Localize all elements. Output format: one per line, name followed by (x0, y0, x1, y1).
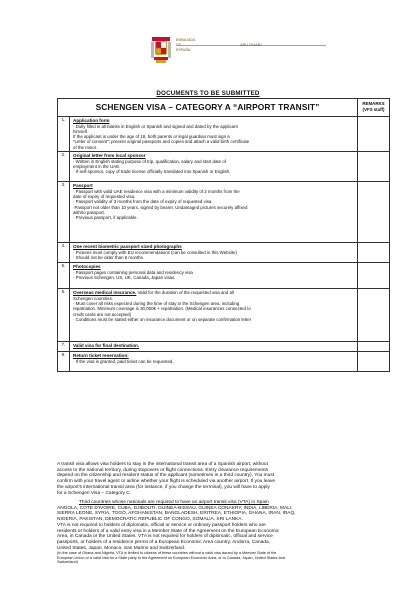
table-row (58, 263, 390, 289)
requirement-line: · Dully filled in all blanks in English or Spanish and signed and dated by the applicant (73, 123, 238, 129)
requirement-title: Valid visa for final destination. (73, 343, 140, 349)
transit-visa-explanation (57, 462, 389, 496)
remarks-cell (358, 117, 390, 152)
requirement-line: · Pictures must comply with EU recommendations (can be consulted in this Website) (73, 249, 237, 255)
table-row (58, 117, 390, 152)
requirement-title: Overseas medical insurance. (73, 290, 137, 296)
paragraph-line: ANGOLA, COTE D'IVOIRE, CUBA, DJIBOUTI, GUINEA-BISSAU, GUINEA CONAKRY, INDIA, LIBERIA, MALI, (57, 505, 293, 511)
paragraph-line: United States, Japan, Monaco, San Marino and Switzerland. (57, 545, 186, 551)
spanish-coat-of-arms-icon (150, 36, 172, 66)
table-row (58, 289, 390, 342)
footnote-line: Switzerland) (57, 560, 78, 565)
requirement-details (70, 352, 358, 372)
requirement-line: · Passport with valid UAE residence visa with a minimum validity of 2 months from the (73, 188, 240, 194)
requirement-number: 1. (58, 117, 70, 152)
requirement-line: Schengen countries. (73, 295, 114, 301)
paragraph-line: Area, in Canada or the United States. VTA is not required for holders of diplomatic, official and service (57, 534, 273, 540)
requirement-line: credit cards are not accepted) (73, 311, 132, 317)
requirement-line: repatriation. Minimum coverage is 30,000€ + repatriation. (Medical insurances connected to (73, 306, 251, 312)
requirement-title: Original letter from local sponsor (73, 153, 146, 159)
requirement-details (70, 152, 358, 182)
requirement-title: Application form (73, 118, 110, 123)
requirement-line: · If self-sponsor, copy of trade license officially translated into Spanish or English. (73, 169, 231, 175)
requirement-details (70, 243, 358, 263)
remarks-cell (358, 243, 390, 263)
paragraph-line: access to the national territory, during stopovers or flight connections. Entry clearance requirements (57, 467, 269, 473)
requirement-line: · Conditions must be stated either on insurance document or on separate confirmation letter (73, 316, 252, 322)
remarks-header: REMARKS (VFS staff) (358, 99, 390, 117)
embassy-name: EMBAJADA DE ESPAÑA (176, 38, 196, 52)
table-row (58, 152, 390, 182)
paragraph-line: confirm with your travel agent or airline whether your flight is scheduled via another airport. If you leave (57, 479, 276, 485)
paragraph-line: VTA is not required to holders of diplomatic, official or service or ordinary passport holders who are (57, 522, 266, 528)
remarks-cell (358, 182, 390, 243)
visa-category-title: SCHENGEN VISA – CATEGORY A “AIRPORT TRANSIT” (58, 99, 358, 117)
requirement-number: 2. (58, 152, 70, 182)
paragraph-line: for a Schengen Visa – Category C. (57, 490, 132, 496)
paragraph-line: A transit visa allows visa holders to stay in the international transit area of a Spanish airport, without (57, 462, 268, 467)
vta-countries-section (57, 500, 389, 565)
remarks-cell (358, 342, 390, 352)
requirement-title: One recent biometric passport sized photographs (73, 244, 182, 250)
table-row (58, 182, 390, 243)
paragraph-line: depend on the citizenship and resident status of the applicant (sometimes in a third country). You must (57, 473, 275, 479)
paragraph-line: passports, or holders of a residence permit of a European Economic Area country, Andorra, Canada, (57, 539, 270, 545)
remarks-cell (358, 152, 390, 182)
requirement-details (70, 117, 358, 152)
paragraph-line: SIERRA LEONE, SYRIA, TOGO, AFGHANISTAN, BANGLADESH, ERITREA, ETHIOPIA, GHANA, IRAN, IRAQ, (57, 511, 296, 517)
requirement-number: 7. (58, 342, 70, 352)
requirement-details (70, 289, 358, 342)
requirement-line: · Previous passport, if applicable. (73, 215, 138, 221)
requirement-details (70, 263, 358, 289)
requirement-line: · If the visa is granted, paid ticket can be requested. (73, 358, 174, 364)
footnote-line: (In the case of Ghana and Nigeria, VTA is limited to citizens of these countries without a valid visa issued by a Member State of the (57, 551, 277, 556)
requirement-number: 8. (58, 352, 70, 372)
embassy-city: ABU DHABI (240, 42, 262, 47)
requirement-line: himself. (73, 128, 89, 134)
requirement-details (70, 182, 358, 243)
table-row (58, 352, 390, 372)
requirement-title: Return ticket reservation: (73, 353, 129, 359)
vta-countries-heading: Third countries whose nationals are required to have an airport transit visa (VTA) in Spain (79, 500, 269, 505)
requirement-number: 5. (58, 263, 70, 289)
requirement-line: ·Passport not older than 10 years, signed by bearer. Undamaged pictures securely affixed (73, 204, 248, 210)
requirement-title: Passport (73, 183, 93, 189)
requirement-number: 4. (58, 243, 70, 263)
requirement-line: · Passport validity of 3 months from the date of expiry of requested visa. (73, 199, 213, 205)
requirement-line: with/to passport. (73, 209, 105, 215)
requirement-title-continuation: Valid for the duration of the requested visa and all (136, 290, 234, 296)
requirement-line: · Written in English stating purpose of trip, qualification, salary and start date of (73, 158, 226, 164)
paragraph-line: residents or holders of a valid entry visa in a Member State of the Agreement on the European Economic (57, 528, 280, 534)
footnote-line: European Union or a valid visa for a State party to the Agreement on European Economic Area, or to Canada, Japan, United States and (57, 555, 285, 560)
requirement-details (70, 342, 358, 352)
requirement-line: · Must cover all risks expected during the time of stay in the Schengen area, including (73, 300, 240, 306)
requirement-line: date of expiry of requested visa. (73, 193, 136, 199)
table-header-row (58, 99, 390, 117)
requirement-line: “Letter of consent”; present original passports and copies and attach a valid birth certificate (73, 139, 250, 145)
requirement-line: If the applicant is under the age of 18, both parents or legal guardian must sign a (73, 134, 230, 140)
requirement-title: Photocopies (73, 264, 101, 270)
requirement-number: 3. (58, 182, 70, 243)
requirement-line: · Previous Schengen, US, UK, Canada, Japan visas. (73, 274, 176, 280)
requirements-table (57, 98, 390, 372)
remarks-cell (358, 289, 390, 342)
document-title: DOCUMENTS TO BE SUBMITTED (156, 90, 260, 97)
table-row (58, 342, 390, 352)
paragraph-line: NIGERIA, PAKISTAN, DEMOCRATIC REPUBLIC OF CONGO, SOMALIA, SRI LANKA. (57, 517, 243, 523)
table-row (58, 243, 390, 263)
remarks-cell (358, 352, 390, 372)
requirement-line: · Passport pages containing personal data and residency visa (73, 269, 193, 275)
requirement-line: employment in the UAE. (73, 163, 121, 169)
embassy-header (150, 36, 380, 68)
requirement-line: of the minor. (73, 144, 98, 150)
remarks-cell (358, 263, 390, 289)
requirement-number: 6. (58, 289, 70, 342)
paragraph-line: the airport's international transit area (for instance, if you change the terminal), you will have to apply (57, 484, 270, 490)
requirement-line: · Should not be older than 6 months. (73, 254, 145, 260)
